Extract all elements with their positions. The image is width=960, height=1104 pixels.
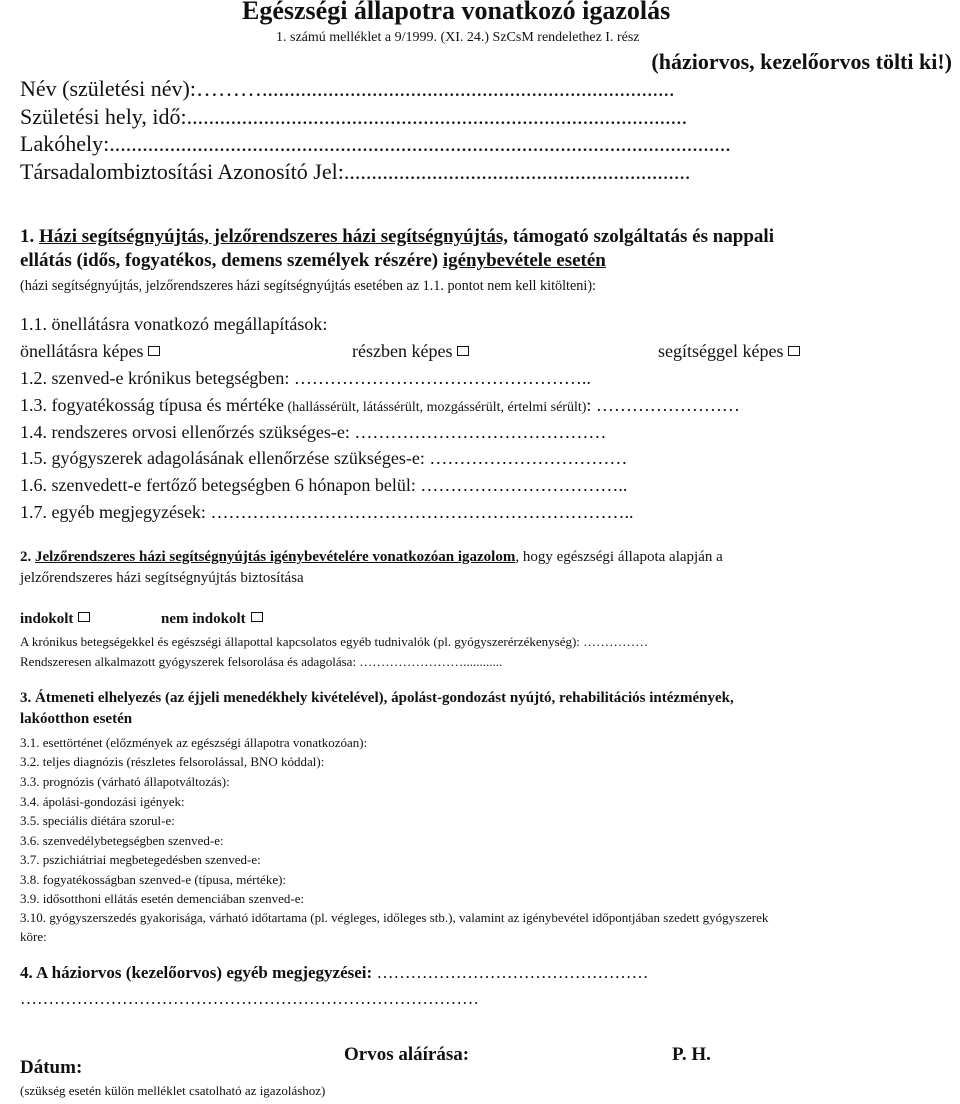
footer-note: (szükség esetén külön melléklet csatolható az igazoláshoz) [20, 1083, 326, 1098]
birth-dots: ........................................................................................... [186, 104, 688, 129]
section3-heading: 3. Átmeneti elhelyezés (az éjjeli menedékhely kivételével), ápolást-gondozást nyújtó, rehabilitációs intézmények, [20, 690, 734, 706]
item-3-8: 3.8. fogyatékosságban szenved-e (típusa, mértéke): [20, 872, 287, 887]
item-3-4: 3.4. ápolási-gondozási igények: [20, 794, 185, 809]
stamp-label: P. H. [672, 1044, 711, 1065]
section1-number: 1. [20, 226, 35, 247]
birth-label: Születési hely, idő: [20, 104, 187, 129]
partial-option-label: részben képes [352, 341, 453, 361]
taj-dots: ............................................................... [343, 159, 691, 184]
item-1-3-dots: : …………………… [586, 395, 740, 415]
chronic-info-line: A krónikus betegségekkel és egészségi állapottal kapcsolatos egyéb tudnivalók (pl. gyógyszerérzékenység): …………… [20, 634, 649, 649]
item-1-4-label: 1.4. rendszeres orvosi ellenőrzés szükséges-e: [20, 422, 350, 442]
fill-note: (háziorvos, kezelőorvos tölti ki!) [651, 49, 952, 74]
item-1-5 [20, 448, 627, 469]
section1-heading [20, 226, 774, 248]
page-subtitle: 1. számú melléklet a 9/1999. (XI. 24.) SzCsM rendelethez I. rész [276, 30, 640, 45]
item-1-3-examples: (hallássérült, látássérült, mozgássérült, értelmi sérült) [283, 400, 587, 415]
item-3-9: 3.9. idősotthoni ellátás esetén demenciában szenved-e: [20, 891, 305, 906]
item-3-3: 3.3. prognózis (várható állapotváltozás): [20, 774, 230, 789]
name-label: Név (születési név): [20, 76, 196, 101]
section4-heading-text: 4. A háziorvos (kezelőorvos) egyéb megjegyzései: [20, 963, 373, 982]
residence-row [20, 131, 731, 157]
date-label: Dátum: [20, 1057, 83, 1078]
item-1-4 [20, 422, 606, 443]
section4-dots: ………………………………………… [372, 963, 649, 982]
not-justified-checkbox[interactable] [251, 612, 263, 622]
partial-option[interactable] [352, 341, 469, 362]
item-3-1: 3.1. esettörténet (előzmények az egészségi állapotra vonatkozóan): [20, 735, 368, 750]
not-justified-label: nem indokolt [161, 611, 246, 627]
item-1-6-label: 1.6. szenvedett-e fertőző betegségben 6 hónapon belül: [20, 475, 416, 495]
item-1-7 [20, 502, 633, 523]
item-3-10: 3.10. gyógyszerszedés gyakorisága, várható időtartama (pl. végleges, időleges stb.), valamint az igénybevétel időpontjában szedett gyógyszerek [20, 910, 769, 925]
section2-line2: jelzőrendszeres házi segítségnyújtás biztosítása [20, 570, 304, 586]
assisted-checkbox[interactable] [788, 346, 800, 356]
signature-label: Orvos aláírása: [344, 1044, 470, 1065]
not-justified-option[interactable] [161, 611, 263, 628]
self-care-option-label: önellátásra képes [20, 341, 144, 361]
item-1-5-dots: …………………………… [424, 448, 628, 468]
item-3-6: 3.6. szenvedélybetegségben szenved-e: [20, 833, 224, 848]
section3-heading-line2: lakóotthon esetén [20, 711, 133, 727]
justified-checkbox[interactable] [78, 612, 90, 622]
item-1-6 [20, 475, 627, 496]
item-1-7-label: 1.7. egyéb megjegyzések: [20, 502, 206, 522]
section4-dots-line2: ……………………………………………………………………… [20, 989, 479, 1008]
item-3-2: 3.2. teljes diagnózis (részletes felsorolással, BNO kóddal): [20, 754, 325, 769]
partial-checkbox[interactable] [457, 346, 469, 356]
section2-heading-underlined: Jelzőrendszeres házi segítségnyújtás igénybevételére vonatkozóan igazolom [35, 549, 516, 565]
section1-heading2-text: ellátás (idős, fogyatékos, demens személyek részére) [20, 250, 443, 271]
section2-heading-rest: , hogy egészségi állapota alapján a [515, 549, 723, 565]
section4-heading [20, 963, 648, 983]
item-1-3 [20, 395, 740, 416]
item-1-2-dots: ………………………………………….. [293, 368, 591, 388]
taj-row [20, 159, 690, 185]
item-3-7: 3.7. pszichiátriai megbetegedésben szenved-e: [20, 852, 261, 867]
item-1-5-label: 1.5. gyógyszerek adagolásának ellenőrzése szükséges-e: [20, 448, 425, 468]
page-title: Egészségi állapotra vonatkozó igazolás [242, 0, 671, 25]
assisted-option[interactable] [658, 341, 800, 362]
self-care-checkbox[interactable] [148, 346, 160, 356]
name-dots: ………........................................................................... [195, 76, 675, 101]
section1-heading-underlined: Házi segítségnyújtás, jelzőrendszeres házi segítségnyújtás, [39, 226, 508, 247]
residence-dots: ................................................................................................................. [109, 131, 731, 156]
item-3-10-cont: köre: [20, 929, 47, 944]
section1-heading-rest: támogató szolgáltatás és nappali [507, 226, 774, 247]
birth-row [20, 104, 687, 130]
section1-note: (házi segítségnyújtás, jelzőrendszeres házi segítségnyújtás esetében az 1.1. pontot nem kell kitölteni): [20, 278, 596, 294]
name-row [20, 76, 674, 102]
item-1-3-label: 1.3. fogyatékosság típusa és mértéke [20, 395, 284, 415]
section2-heading [20, 549, 723, 566]
justified-label: indokolt [20, 611, 74, 627]
item-1-6-dots: …………………………….. [415, 475, 628, 495]
assisted-option-label: segítséggel képes [658, 341, 784, 361]
section1-heading2-underlined: igénybevétele esetén [442, 250, 606, 271]
item-3-5: 3.5. speciális diétára szorul-e: [20, 813, 175, 828]
section2-number: 2. [20, 549, 32, 565]
item-1-2 [20, 368, 591, 389]
section1-heading-line2 [20, 250, 606, 272]
item-1-1: 1.1. önellátásra vonatkozó megállapítások: [20, 314, 328, 334]
medications-line: Rendszeresen alkalmazott gyógyszerek felsorolása és adagolása: ……………………............ [20, 654, 503, 669]
residence-label: Lakóhely: [20, 131, 110, 156]
item-1-2-label: 1.2. szenved-e krónikus betegségben: [20, 368, 290, 388]
item-1-7-dots: …………………………………………………………….. [205, 502, 634, 522]
taj-label: Társadalombiztosítási Azonosító Jel: [20, 159, 344, 184]
item-1-4-dots: …………………………………… [349, 422, 607, 442]
justified-option[interactable] [20, 611, 90, 628]
self-care-option[interactable] [20, 341, 160, 362]
